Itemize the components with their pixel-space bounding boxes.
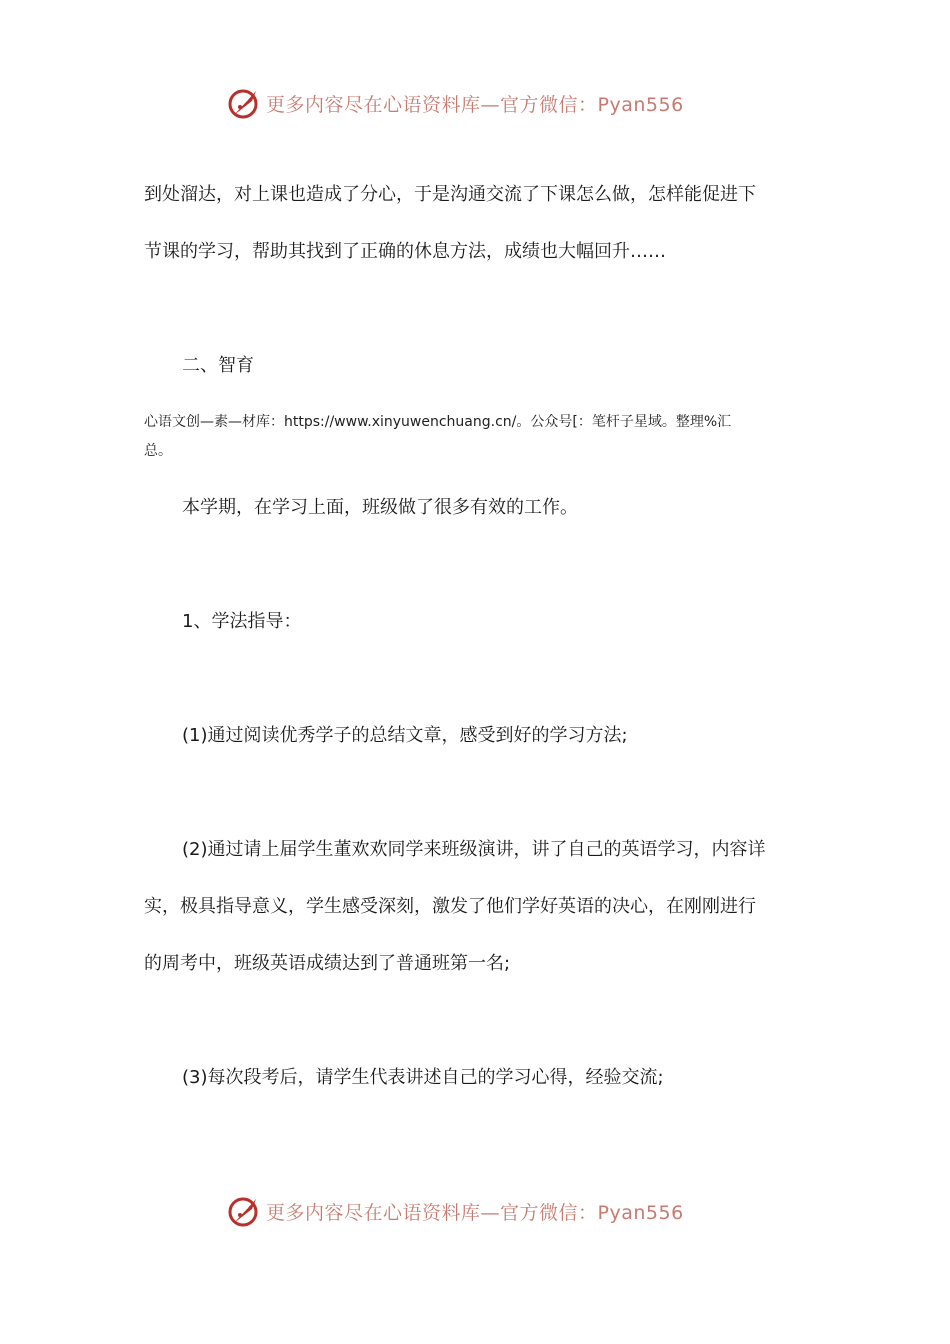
quill-logo-icon	[226, 85, 262, 121]
section-heading: 二、智育	[182, 355, 254, 376]
subsection-heading: 1、学法指导：	[182, 611, 302, 632]
paragraph-line: 本学期，在学习上面，班级做了很多有效的工作。	[182, 497, 578, 518]
banner-text: 更多内容尽在心语资料库—官方微信：Pyan556	[266, 93, 684, 116]
list-item: (2)通过请上届学生董欢欢同学来班级演讲，讲了自己的英语学习，内容详	[182, 839, 766, 860]
paragraph-line: 实，极具指导意义，学生感受深刻，激发了他们学好英语的决心，在刚刚进行	[144, 896, 756, 917]
paragraph-line: 的周考中，班级英语成绩达到了普通班第一名;	[144, 953, 511, 974]
banner-text: 更多内容尽在心语资料库—官方微信：Pyan556	[266, 1201, 684, 1224]
header-banner	[226, 83, 684, 123]
quill-logo-icon	[226, 1193, 262, 1229]
list-item: (3)每次段考后，请学生代表讲述自己的学习心得，经验交流;	[182, 1067, 664, 1088]
paragraph-line: 节课的学习，帮助其找到了正确的休息方法，成绩也大幅回升……	[144, 241, 666, 262]
source-note-line: 心语文创—素—材库：https://www.xinyuwenchuang.cn/。公众号[：笔杆子星域。整理%汇	[144, 414, 732, 430]
paragraph-line: 到处溜达，对上课也造成了分心，于是沟通交流了下课怎么做，怎样能促进下	[144, 184, 756, 205]
footer-banner	[226, 1191, 684, 1231]
list-item: (1)通过阅读优秀学子的总结文章，感受到好的学习方法;	[182, 725, 628, 746]
source-note-line: 总。	[144, 443, 172, 459]
